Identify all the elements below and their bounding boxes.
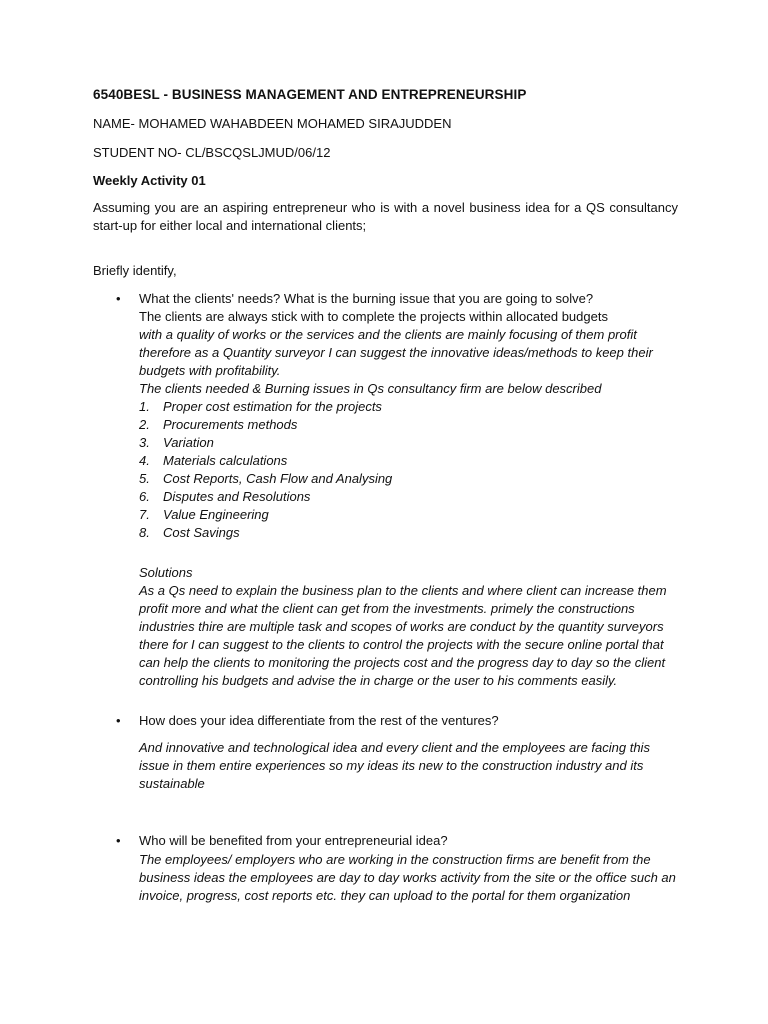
- answer-3-text: The employees/ employers who are working in the construction firms are benefit from the business ideas the employees are day to day works activity from the site or the office such an invoice, progress, cost reports etc. they can upload to the portal for them organization: [139, 852, 676, 903]
- bullet-icon: •: [116, 833, 121, 848]
- question-3-text: Who will be benefited from your entrepreneurial idea?: [139, 833, 448, 848]
- student-number: STUDENT NO- CL/BSCQSLJMUD/06/12: [93, 145, 331, 160]
- course-title: 6540BESL - BUSINESS MANAGEMENT AND ENTREPRENEURSHIP: [93, 87, 527, 102]
- activity-heading: Weekly Activity 01: [93, 173, 206, 188]
- list-item: 4. Materials calculations: [139, 453, 288, 468]
- list-item: 2. Procurements methods: [139, 417, 298, 432]
- answer-1-para1: The clients are always stick with to complete the projects within allocated budgets: [139, 309, 608, 324]
- solutions-text: As a Qs need to explain the business plan to the clients and where client can increase them profit more and what the client can get from the investments. primely the constructions industries thire are multiple task and scopes of works are conduct by the quantity surveyors there for I can suggest to the clients to control the projects with the secure online portal that can help the clients to monitoring the projects cost and the progress day to day so the client controlling his budgets and advise the in charge or the user to his comments easily.: [139, 583, 667, 688]
- list-item: 7. Value Engineering: [139, 507, 269, 522]
- answer-1-para2: with a quality of works or the services and the clients are mainly focusing of them profit therefore as a Quantity surveyor I can suggest the innovative ideas/methods to keep their budgets with profitability.: [139, 327, 653, 378]
- question-1-answer: [139, 308, 678, 542]
- solutions-heading: Solutions: [139, 565, 193, 580]
- briefly-identify-label: Briefly identify,: [93, 263, 177, 278]
- answer-2-text: And innovative and technological idea and every client and the employees are facing this issue in them entire experiences so my ideas its new to the construction industry and its sustainable: [139, 740, 650, 791]
- needs-list: [139, 398, 678, 542]
- needs-list-intro: The clients needed & Burning issues in Qs consultancy firm are below described: [139, 381, 602, 396]
- intro-paragraph: Assuming you are an aspiring entrepreneur who is with a novel business idea for a QS consultancy start-up for either local and international clients;: [93, 200, 678, 233]
- question-2-text: How does your idea differentiate from the rest of the ventures?: [139, 713, 499, 728]
- bullet-icon: •: [116, 291, 121, 306]
- solutions-block: [139, 564, 678, 690]
- list-item: 3. Variation: [139, 435, 214, 450]
- list-item: 1. Proper cost estimation for the projects: [139, 399, 382, 414]
- student-name: NAME- MOHAMED WAHABDEEN MOHAMED SIRAJUDDEN: [93, 116, 452, 131]
- list-item: 6. Disputes and Resolutions: [139, 489, 311, 504]
- bullet-icon: •: [116, 713, 121, 728]
- list-item: 5. Cost Reports, Cash Flow and Analysing: [139, 471, 393, 486]
- question-1-text: What the clients' needs? What is the burning issue that you are going to solve?: [139, 291, 594, 306]
- list-item: 8. Cost Savings: [139, 525, 240, 540]
